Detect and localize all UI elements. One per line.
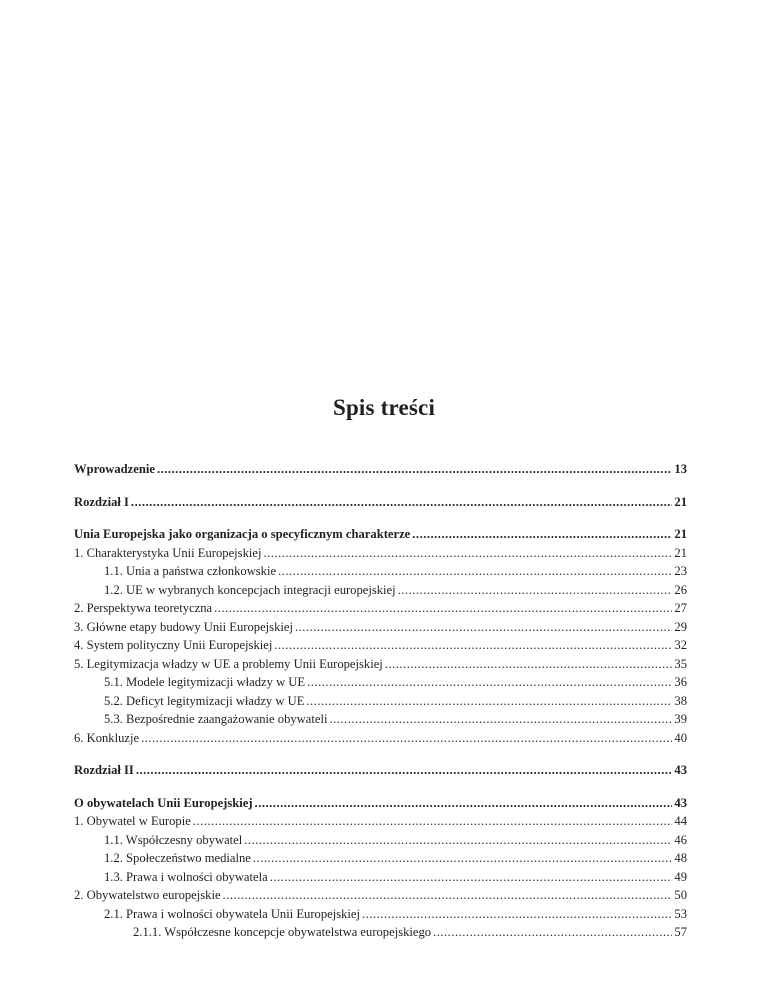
toc-entry-title: Wprowadzenie bbox=[74, 462, 155, 476]
toc-entry-page-number: 23 bbox=[674, 564, 687, 578]
toc-entry bbox=[74, 868, 687, 887]
dot-leader bbox=[412, 525, 672, 544]
toc-entry-title: 1. Charakterystyka Unii Europejskiej bbox=[74, 545, 262, 560]
dot-leader bbox=[362, 905, 672, 924]
dot-leader bbox=[385, 655, 673, 674]
toc-entry-title: 2. Perspektywa teoretyczna bbox=[74, 601, 213, 615]
dot-leader bbox=[398, 581, 673, 600]
dot-leader bbox=[131, 493, 672, 512]
dot-leader bbox=[306, 692, 672, 711]
dot-leader bbox=[270, 868, 673, 887]
toc-entry-title: 6. Konkluzje bbox=[74, 730, 140, 745]
toc-entry-page-number: 44 bbox=[674, 814, 687, 828]
toc-entry bbox=[74, 525, 687, 544]
toc-entry bbox=[74, 812, 687, 831]
toc-entry-title: Rozdział I bbox=[74, 494, 129, 509]
toc-entry bbox=[74, 493, 687, 512]
toc-entry-page-number: 49 bbox=[674, 869, 687, 884]
toc-entry-page-number: 48 bbox=[674, 851, 687, 865]
toc-entry-title: 1.1. Współczesny obywatel bbox=[104, 832, 243, 847]
toc-entry bbox=[74, 886, 687, 905]
toc-entry bbox=[74, 655, 687, 674]
toc-entry-title: 1.1. Unia a państwa członkowskie bbox=[104, 564, 277, 578]
dot-leader bbox=[253, 849, 673, 868]
toc-entry-title: 2.1.1. Współczesne koncepcje obywatelstwa europejskiego bbox=[133, 925, 432, 939]
dot-leader bbox=[141, 729, 672, 748]
dot-leader bbox=[433, 923, 672, 942]
toc-entry-page-number: 21 bbox=[674, 494, 687, 509]
toc-entry-page-number: 57 bbox=[674, 925, 687, 939]
toc-entry bbox=[74, 729, 687, 748]
toc-entry-page-number: 43 bbox=[674, 763, 687, 777]
toc-entry-title: Rozdział II bbox=[74, 763, 134, 777]
toc-entry-title: 1.3. Prawa i wolności obywatela bbox=[104, 869, 268, 884]
toc-entry-page-number: 40 bbox=[674, 730, 687, 745]
dot-leader bbox=[136, 761, 673, 780]
toc-entry-title: 2. Obywatelstwo europejskie bbox=[74, 888, 221, 902]
toc-entry bbox=[74, 636, 687, 655]
toc-entry-page-number: 50 bbox=[674, 888, 687, 902]
toc-entry-page-number: 43 bbox=[674, 795, 687, 810]
toc-entry bbox=[74, 710, 687, 729]
toc-entry-title: 1.2. UE w wybranych koncepcjach integracji europejskiej bbox=[104, 582, 396, 597]
toc-entry-title: 5.1. Modele legitymizacji władzy w UE bbox=[104, 675, 306, 689]
toc-entry bbox=[74, 581, 687, 600]
toc-entry-page-number: 38 bbox=[674, 693, 687, 708]
toc-entry-page-number: 35 bbox=[674, 656, 687, 671]
toc-entry bbox=[74, 562, 687, 581]
toc-entry bbox=[74, 905, 687, 924]
toc-entry-title: 5. Legitymizacja władzy w UE a problemy Unii Europejskiej bbox=[74, 656, 383, 671]
toc-entry-page-number: 21 bbox=[674, 545, 687, 560]
dot-leader bbox=[278, 562, 672, 581]
toc-entry-title: O obywatelach Unii Europejskiej bbox=[74, 795, 253, 810]
toc-entry-title: 5.2. Deficyt legitymizacji władzy w UE bbox=[104, 693, 305, 708]
toc-entry-page-number: 39 bbox=[674, 712, 687, 726]
toc-entry bbox=[74, 761, 687, 780]
toc-entry-page-number: 53 bbox=[674, 906, 687, 921]
toc-entry bbox=[74, 544, 687, 563]
dot-leader bbox=[329, 710, 672, 729]
toc-entry-page-number: 32 bbox=[674, 638, 687, 652]
toc-entry bbox=[74, 831, 687, 850]
dot-leader bbox=[214, 599, 672, 618]
dot-leader bbox=[295, 618, 672, 637]
dot-leader bbox=[274, 636, 672, 655]
toc-entry-page-number: 46 bbox=[674, 832, 687, 847]
dot-leader bbox=[244, 831, 672, 850]
toc-entry-title: 1.2. Społeczeństwo medialne bbox=[104, 851, 251, 865]
toc-entry bbox=[74, 599, 687, 618]
toc-entry bbox=[74, 794, 687, 813]
toc-entry bbox=[74, 460, 687, 479]
dot-leader bbox=[193, 812, 673, 831]
table-of-contents bbox=[74, 460, 687, 942]
toc-entry bbox=[74, 923, 687, 942]
toc-entry-title: Unia Europejska jako organizacja o specyficznym charakterze bbox=[74, 527, 411, 541]
toc-entry-title: 1. Obywatel w Europie bbox=[74, 814, 191, 828]
toc-entry-page-number: 26 bbox=[674, 582, 687, 597]
dot-leader bbox=[157, 460, 672, 479]
dot-leader bbox=[255, 794, 673, 813]
toc-entry bbox=[74, 618, 687, 637]
toc-entry-title: 4. System polityczny Unii Europejskiej bbox=[74, 638, 273, 652]
toc-entry-title: 5.3. Bezpośrednie zaangażowanie obywateli bbox=[104, 712, 328, 726]
toc-entry bbox=[74, 673, 687, 692]
dot-leader bbox=[263, 544, 672, 563]
dot-leader bbox=[307, 673, 672, 692]
toc-entry-page-number: 36 bbox=[674, 675, 687, 689]
toc-entry-title: 3. Główne etapy budowy Unii Europejskiej bbox=[74, 619, 293, 634]
toc-entry-page-number: 27 bbox=[674, 601, 687, 615]
toc-entry bbox=[74, 849, 687, 868]
toc-entry-page-number: 29 bbox=[674, 619, 687, 634]
toc-entry-page-number: 13 bbox=[674, 462, 687, 476]
toc-entry bbox=[74, 692, 687, 711]
toc-entry-page-number: 21 bbox=[674, 527, 687, 541]
page-title: Spis treści bbox=[332, 395, 436, 420]
toc-entry-title: 2.1. Prawa i wolności obywatela Unii Europejskiej bbox=[104, 906, 361, 921]
dot-leader bbox=[223, 886, 673, 905]
